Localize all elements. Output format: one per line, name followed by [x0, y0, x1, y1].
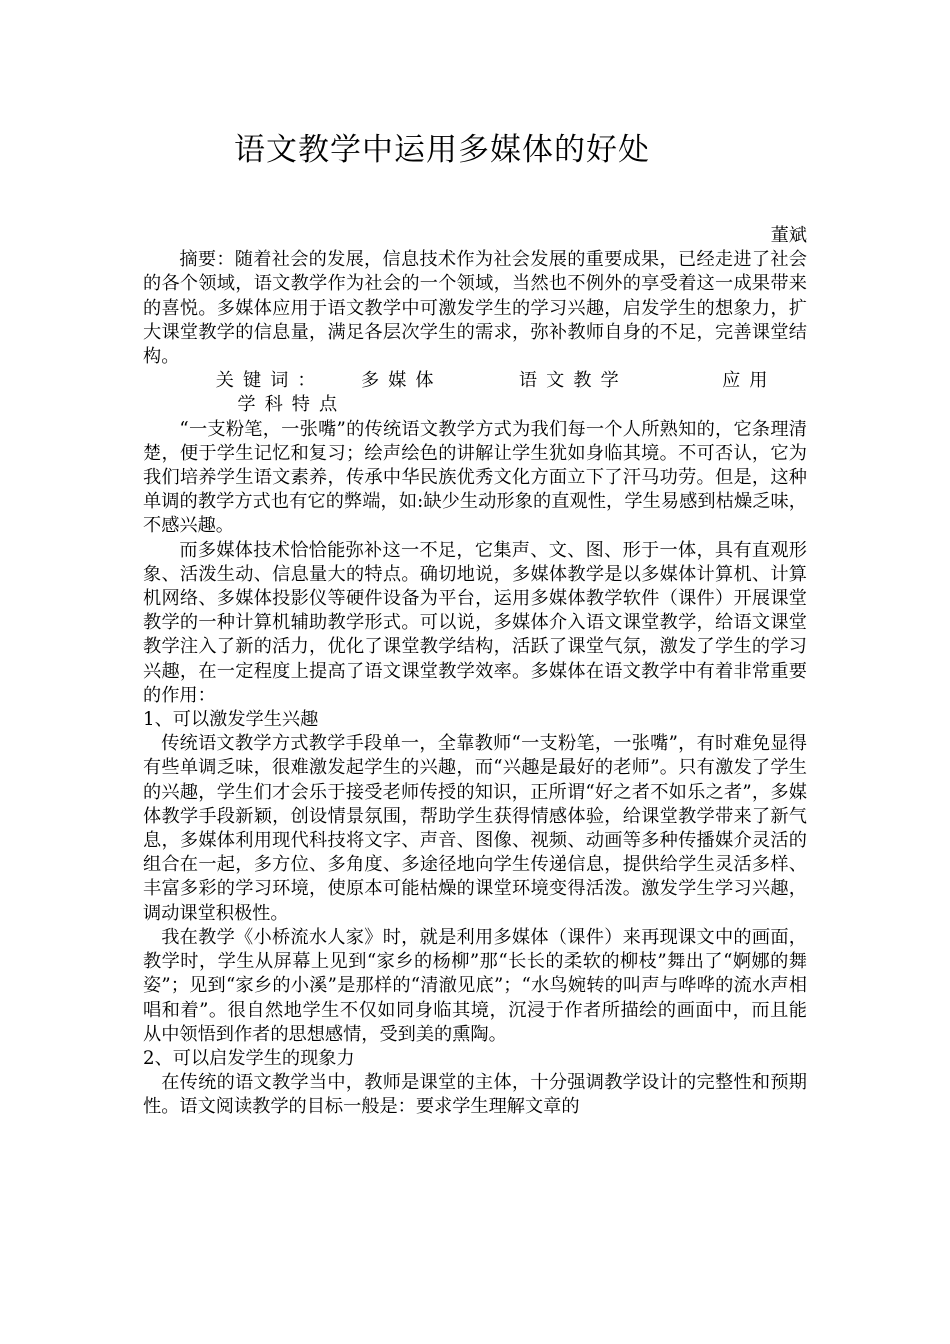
author-name: 董斌 — [770, 225, 807, 246]
abstract-paragraph: 摘要：随着社会的发展，信息技术作为社会发展的重要成果，已经走进了社会的各个领域，语文教学作为社会的一个领域，当然也不例外的享受着这一成果带来的喜悦。多媒体应用于语文教学中可激发学生的学习兴趣，启发学生的想象力，扩大课堂教学的信息量，满足各层次学生的需求，弥补教师自身的不足，完善课堂结构。 — [143, 249, 807, 368]
body-paragraph: “一支粉笔，一张嘴”的传统语文教学方式为我们每一个人所熟知的，它条理清楚，便于学生记忆和复习；绘声绘色的讲解让学生犹如身临其境。不可否认，它为我们培养学生语文素养，传承中华民族优秀文化方面立下了汗马功劳。但是，这种单调的教学方式也有它的弊端，如:缺少生动形象的直观性，学生易感到枯燥乏味，不感兴趣。 — [143, 418, 807, 537]
keywords-label: 关键词： — [215, 370, 325, 392]
body-paragraph: 而多媒体技术恰恰能弥补这一不足，它集声、文、图、形于一体，具有直观形象、活泼生动、信息量大的特点。确切地说，多媒体教学是以多媒体计算机、计算机网络、多媒体投影仪等硬件设备为平台，运用多媒体教学软件（课件）开展课堂教学的一种计算机辅助教学形式。可以说，多媒体介入语文课堂教学，给语文课堂教学注入了新的活力，优化了课堂教学结构，活跃了课堂气氛，激发了学生的学习兴趣，在一定程度上提高了语文课堂教学效率。多媒体在语文教学中有着非常重要的作用： — [143, 539, 807, 706]
keyword-item: 语文教学 — [518, 370, 628, 392]
keyword-item: 学科特点 — [237, 394, 347, 416]
document-title: 语文教学中运用多媒体的好处 — [234, 132, 650, 168]
body-paragraph: 在传统的语文教学当中，教师是课堂的主体，十分强调教学设计的完整性和预期性。语文阅读教学的目标一般是：要求学生理解文章的 — [143, 1072, 807, 1118]
body-paragraph: 传统语文教学方式教学手段单一，全靠教师“一支粉笔，一张嘴”，有时难免显得有些单调乏味，很难激发起学生的兴趣，而“兴趣是最好的老师”。只有激发了学生的兴趣，学生们才会乐于接受老师传授的知识，正所谓“好之者不如乐之者”，多媒体教学手段新颖，创设情景氛围，帮助学生获得情感体验，给课堂教学带来了新气息，多媒体利用现代科技将文字、声音、图像、视频、动画等多种传播媒介灵活的组合在一起，多方位、多角度、多途径地向学生传递信息，提供给学生灵活多样、丰富多彩的学习环境，使原本可能枯燥的课堂环境变得活泼。激发学生学习兴趣，调动课堂积极性。 — [143, 733, 807, 924]
keywords-line — [143, 369, 807, 417]
body-paragraph: 我在教学《小桥流水人家》时，就是利用多媒体（课件）来再现课文中的画面，教学时，学生从屏幕上见到“家乡的杨柳”那“长长的柔软的柳枝”舞出了“婀娜的舞姿”；见到“家乡的小溪”是那样的“清澈见底”；“水鸟婉转的叫声与哗哗的流水声相唱和着”。很自然地学生不仅如同身临其境，沉浸于作者所描绘的画面中，而且能从中领悟到作者的思想感情，受到美的熏陶。 — [143, 926, 807, 1045]
section-heading: 1、可以激发学生兴趣 — [143, 709, 319, 731]
document-body — [143, 224, 807, 1120]
keyword-item: 多媒体 — [360, 370, 443, 392]
section-heading: 2、可以启发学生的现象力 — [143, 1047, 355, 1069]
keyword-item: 应用 — [722, 370, 777, 392]
